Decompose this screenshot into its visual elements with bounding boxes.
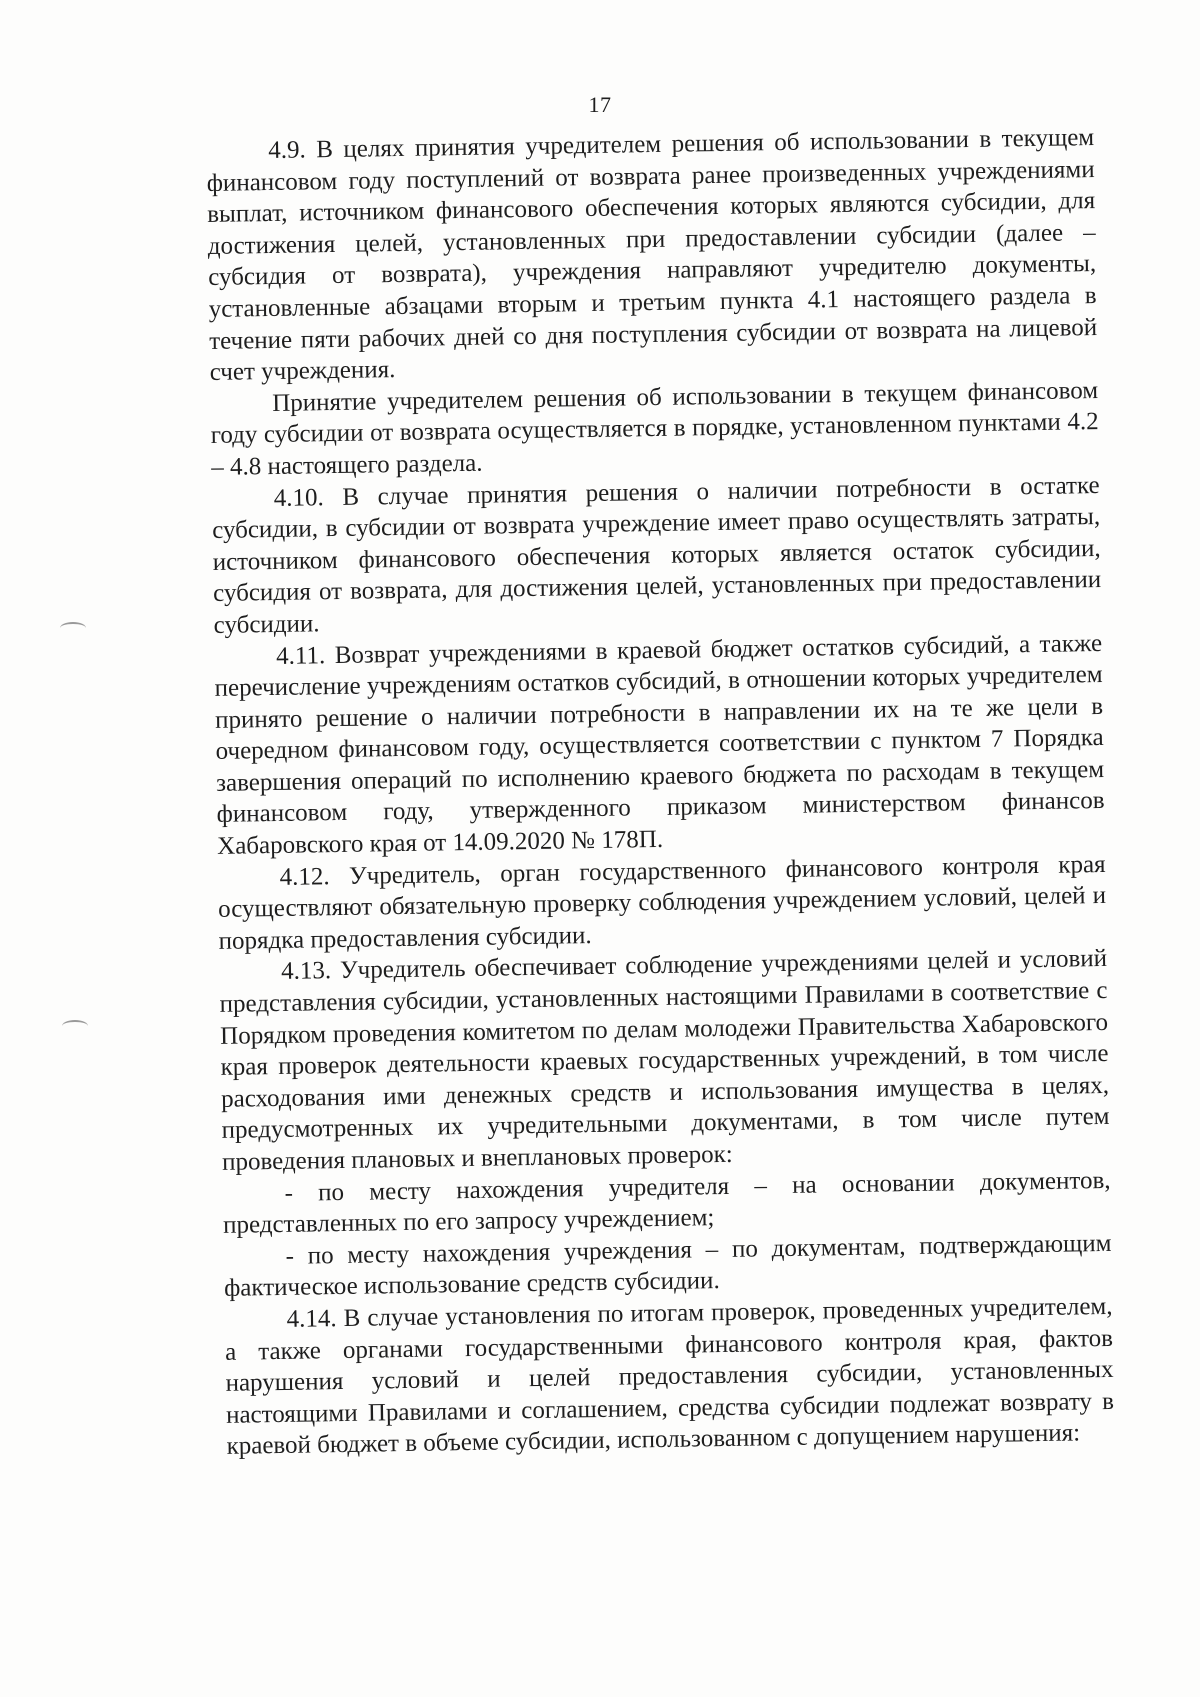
paragraph-4-14: 4.14. В случае установления по итогам проверок, проведенных учредителем, а также органами государственными финансового контроля края, фактов нарушения условий и целей предоставления субсидии, установленных настоящими Правилами и соглашением, средства субсидии подлежат возврату в краевой бюджет в объеме субсидии, использованном с допущением нарушения: [224,1292,1115,1461]
paragraph-4-10: 4.10. В случае принятия решения о наличии потребности в остатке субсидии, в субсидии от возврата учреждение имеет право осуществлять затраты, источником финансового обеспечения которых является остаток субсидии, субсидия от возврата, для достижения целей, установленных при предоставлении субсидии. [211,471,1102,639]
paragraph-4-9-continued: Принятие учредителем решения об использовании в текущем финансовом году субсидии от возврата осуществляется в порядке, установленном пунктами 4.2 – 4.8 настоящего раздела. [210,376,1099,481]
scan-artifact-mark [60,622,86,634]
document-body [206,122,1115,1463]
paragraph-4-11: 4.11. Возврат учреждениями в краевой бюджет остатков субсидий, а также перечисление учреждениям остатков субсидий, в отношении которых учредителем принято решение о наличии потребности в направлении их на те же цели в очередном финансовом году, осуществляется соответствии с пунктом 7 Порядка завершения операций по исполнению краевого бюджета по расходам в текущем финансовом году, утвержденного приказом министерством финансов Хабаровского края от 14.09.2020 № 178П. [214,629,1105,860]
list-item-institution-location: - по месту нахождения учреждения – по документам, подтверждающим фактическое использование средств субсидии. [223,1229,1112,1303]
scan-artifact-mark [62,1020,88,1032]
list-item-founder-location: - по месту нахождения учредителя – на основании документов, представленных по его запросу учреждением; [222,1166,1111,1240]
page-number: 17 [588,92,612,117]
paragraph-4-13: 4.13. Учредитель обеспечивает соблюдение учреждениями целей и условий представления субсидии, установленных настоящими Правилами в соответствие с Порядком проведения комитетом по делам молодежи Правительства Хабаровского края проверок деятельности краевых государственных учреждений, в том числе расходования ими денежных средств и использования имущества в целях, предусмотренных их учредительными документами, в том числе путем проведения плановых и внеплановых проверок: [219,945,1110,1176]
paragraph-4-12: 4.12. Учредитель, орган государственного финансового контроля края осуществляют обязательную проверку соблюдения учреждением условий, целей и порядка предоставления субсидии. [217,850,1107,955]
paragraph-4-9: 4.9. В целях принятия учредителем решения об использовании в текущем финансовом году поступлений от возврата ранее произведенных учреждениями выплат, источником финансового обеспечения которых являются субсидии, для достижения целей, установленных при предоставлении субсидии (далее – субсидия от возврата), учреждения направляют учредителю документы, установленные абзацами вторым и третьим пункта 4.1 настоящего раздела в течение пяти рабочих дней со дня поступления субсидии от возврата на лицевой счет учреждения. [206,124,1098,387]
